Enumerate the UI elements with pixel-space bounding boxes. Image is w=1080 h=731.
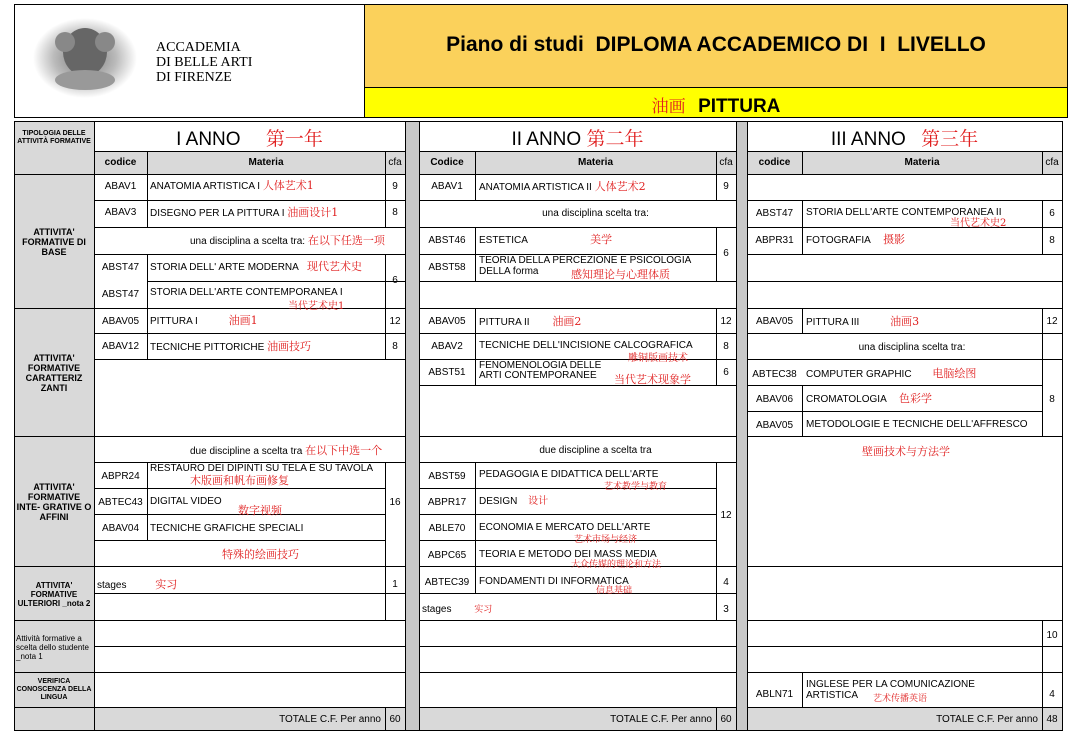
- choice-text: una disciplina a scelta tra:: [190, 236, 306, 247]
- cat-ulteriori: ATTIVITA' FORMATIVE ULTERIORI _nota 2: [17, 580, 91, 608]
- y3-code: ABLN71: [755, 689, 794, 700]
- cfa-header-1: cfa: [388, 157, 402, 168]
- grid-line: [747, 385, 1042, 386]
- grid-line: [94, 174, 405, 175]
- y2-code: ABAV05: [428, 316, 466, 327]
- codice-header-3: codice: [758, 157, 791, 168]
- grid-line: [14, 707, 94, 708]
- grid-line: [747, 359, 1062, 360]
- cat-verifica: VERIFICA CONOSCENZA DELLA LINGUA: [16, 678, 92, 701]
- y2-code: ABST46: [428, 235, 466, 246]
- y2-code: ABST51: [428, 367, 466, 378]
- y1-cfa: 8: [392, 341, 398, 352]
- grid-line: [14, 672, 94, 673]
- course-cn: 油画设计1: [287, 206, 339, 219]
- y2-course: FONDAMENTI DI INFORMATICA: [479, 576, 629, 587]
- y1-choice: [190, 235, 385, 248]
- y2-code: ABST59: [428, 471, 466, 482]
- course-name: FOTOGRAFIA: [806, 235, 871, 246]
- grid-line: [147, 462, 148, 540]
- y1-code: ABAV12: [101, 341, 140, 352]
- y2-course: [479, 181, 646, 194]
- y2-course: TECNICHE DELL'INCISIONE CALCOGRAFICA: [479, 340, 693, 351]
- y1-totale: TOTALE C.F. Per anno: [279, 714, 381, 725]
- subtitle-pittura: PITTURA: [698, 96, 781, 117]
- grid-line: [419, 227, 736, 228]
- y2-course: [479, 316, 581, 329]
- subtitle-cn: 油画: [651, 97, 686, 117]
- y1-course: [150, 180, 314, 193]
- y2-course-cn: 大众传媒的理论和方法: [571, 560, 662, 570]
- y1-code: ABAV04: [101, 523, 140, 534]
- y3-code: ABAV05: [755, 316, 794, 327]
- codice-header-1: codice: [104, 157, 137, 168]
- course-name: CROMATOLOGIA: [806, 394, 887, 405]
- y3-code: ABAV05: [755, 420, 794, 431]
- year2-title: [419, 124, 736, 151]
- grid-line: [419, 540, 716, 541]
- y2-cfa: 3: [723, 604, 729, 615]
- year1-cn: 第一年: [265, 128, 323, 150]
- grid-line: [419, 462, 736, 463]
- grid-line: [419, 174, 736, 175]
- course-cn: 实习: [474, 605, 493, 615]
- y1-code: ABAV3: [104, 207, 137, 218]
- grid-line: [94, 359, 405, 360]
- grid-line: [94, 436, 405, 437]
- grid-line: [747, 620, 1062, 621]
- year1-title: [94, 124, 405, 151]
- y3-course-cn: 艺术传播英语: [873, 694, 928, 704]
- cfa-header-2: cfa: [719, 157, 733, 168]
- y3-cfa: 10: [1046, 630, 1058, 641]
- grid-line: [475, 227, 476, 281]
- grid-line: [419, 646, 736, 647]
- y2-cfa: 12: [720, 316, 732, 327]
- y2-code: ABAV1: [431, 181, 463, 192]
- grid-line: [94, 620, 405, 621]
- course-name: PITTURA III: [806, 317, 860, 328]
- y1-code: ABPR24: [101, 471, 140, 482]
- page-title: Piano di studi DIPLOMA ACCADEMICO DI I LIVELLO: [446, 33, 986, 56]
- y1-cfa: 9: [392, 181, 398, 192]
- course-name: DISEGNO PER LA PITTURA I: [150, 208, 285, 219]
- course-cn: 人体艺术2: [594, 180, 646, 193]
- grid-line: [747, 281, 1062, 282]
- academy-line: ACCADEMIA: [156, 40, 241, 55]
- y2-course: [479, 234, 612, 247]
- grid-line: [802, 385, 803, 436]
- y2-course-cn: 雕铜版画技术: [628, 353, 688, 364]
- y1-course: [150, 341, 311, 354]
- y2-code: ABLE70: [428, 523, 466, 534]
- y2-cfa: 6: [723, 248, 729, 259]
- grid-line: [94, 488, 385, 489]
- grid-line: [747, 707, 1062, 708]
- course-cn: 油画1: [228, 314, 258, 327]
- y3-code: ABPR31: [755, 235, 794, 246]
- y3-course-cn: 壁画技术与方法学: [862, 445, 950, 458]
- academy-logo: [30, 12, 140, 100]
- course-name: PITTURA II: [479, 317, 530, 328]
- grid-line: [14, 308, 94, 309]
- y1-cfa: 16: [389, 497, 401, 508]
- grid-line: [747, 308, 1062, 309]
- grid-line: [147, 174, 148, 200]
- grid-line: [94, 151, 405, 152]
- y3-cfa: 8: [1049, 394, 1055, 405]
- course-name: PITTURA I: [150, 316, 198, 327]
- year3-label: III ANNO: [830, 129, 906, 150]
- y3-cfa: 6: [1049, 208, 1055, 219]
- y3-course: STORIA DELL'ARTE CONTEMPORANEA II: [806, 207, 1002, 218]
- grid-line: [147, 281, 405, 282]
- grid-line: [747, 333, 1062, 334]
- y1-course: [150, 463, 380, 488]
- y3-choice: una disciplina scelta tra:: [858, 342, 966, 353]
- grid-line: [747, 436, 1062, 437]
- y1-code: ABST47: [101, 289, 140, 300]
- grid-line: [802, 200, 803, 254]
- grid-line: [94, 593, 405, 594]
- y2-course-cn: 艺术市场与经济: [574, 535, 638, 545]
- grid-line: [747, 227, 1062, 228]
- course-cn: 摄影: [883, 233, 906, 246]
- grid-line: [94, 227, 405, 228]
- y1-course-cn: 当代艺术史1: [288, 301, 345, 312]
- y1-code: ABAV1: [104, 181, 137, 192]
- course-name: TECNICHE PITTORICHE: [150, 342, 265, 353]
- grid-line: [94, 308, 405, 309]
- materia-header-2: Materia: [577, 157, 613, 168]
- y2-cfa: 4: [723, 577, 729, 588]
- course-name: COMPUTER GRAPHIC: [806, 369, 912, 380]
- grid-line: [147, 200, 148, 227]
- y1-course: STORIA DELL'ARTE CONTEMPORANEA I: [150, 287, 343, 298]
- course-cn: 实习: [155, 578, 178, 591]
- course-cn: 油画3: [890, 315, 920, 328]
- grid-line: [94, 200, 405, 201]
- grid-line: [94, 566, 405, 567]
- course-name: STORIA DELL' ARTE MODERNA: [150, 262, 299, 273]
- cat-scelta: Attività formative a scelta dello studente _nota 1: [16, 633, 89, 661]
- course-cn: 人体艺术1: [262, 179, 314, 192]
- y3-course: INGLESE PER LA COMUNICAZIONE ARTISTICA: [806, 679, 975, 701]
- grid-line: [747, 672, 1062, 673]
- grid-line: [475, 174, 476, 200]
- course-cn: 设计: [528, 496, 549, 507]
- y2-cfa: 6: [723, 367, 729, 378]
- y3-course: [806, 234, 905, 247]
- year3-cn: 第三年: [921, 128, 979, 150]
- grid-line: [14, 174, 94, 175]
- grid-line: [747, 254, 1062, 255]
- y1-cfa: 12: [389, 316, 401, 327]
- grid-line: [747, 174, 1062, 175]
- y3-course: METODOLOGIE E TECNICHE DELL'AFFRESCO: [806, 419, 1028, 430]
- y3-code: ABST47: [755, 208, 794, 219]
- y2-totale: TOTALE C.F. Per anno: [610, 714, 712, 725]
- grid-line: [475, 566, 476, 593]
- y1-cfa: 8: [392, 207, 398, 218]
- grid-line: [802, 308, 803, 333]
- y1-code: ABTEC43: [98, 497, 143, 508]
- y2-code: ABPR17: [427, 497, 467, 508]
- course-cn: 现代艺术史: [307, 260, 363, 273]
- grid-line: [736, 121, 737, 731]
- y1-integr-choice: [190, 445, 382, 458]
- y3-code: ABTEC38: [752, 369, 797, 380]
- y3-cfa: 8: [1049, 235, 1055, 246]
- y2-code: ABPC65: [427, 550, 467, 561]
- grid-line: [747, 411, 1042, 412]
- choice-text: due discipline a scelta tra: [190, 446, 303, 457]
- y3-code: ABAV06: [755, 394, 794, 405]
- tipologia-header: TIPOLOGIA DELLE ATTIVITÀ FORMATIVE: [17, 130, 91, 145]
- grid-line: [14, 121, 15, 731]
- grid-line: [475, 308, 476, 385]
- y1-code: ABST47: [101, 262, 140, 273]
- grid-line: [802, 672, 803, 707]
- grid-line: [94, 333, 405, 334]
- year2-cn: 第二年: [586, 128, 644, 150]
- y2-course: TEORIA DELLA PERCEZIONE E PSICOLOGIA DELLA forma: [479, 255, 691, 277]
- grid-line: [94, 540, 385, 541]
- y3-course: [806, 368, 976, 381]
- y3-cfa: 4: [1049, 689, 1055, 700]
- y2-course: PEDAGOGIA E DIDATTICA DELL'ARTE: [479, 469, 659, 480]
- cat-caratterizzanti: ATTIVITA' FORMATIVE CARATTERIZ ZANTI: [25, 353, 83, 393]
- grid-line: [419, 707, 736, 708]
- grid-line: [14, 566, 94, 567]
- y3-totale-value: 48: [1046, 714, 1058, 725]
- y2-cfa: 8: [723, 341, 729, 352]
- grid-line: [419, 200, 736, 201]
- y2-course-cn: 艺术教学与教育: [604, 482, 668, 492]
- y2-course: ECONOMIA E MERCATO DELL'ARTE: [479, 522, 651, 533]
- y2-course: [479, 496, 548, 508]
- codice-header-2: Codice: [430, 157, 464, 168]
- y2-code: ABTEC39: [424, 577, 470, 588]
- grid-line: [385, 462, 386, 566]
- grid-line: [419, 121, 420, 731]
- year3-title: [747, 124, 1062, 151]
- course-cn: 色彩学: [898, 392, 932, 405]
- y1-cfa: 6: [392, 275, 398, 286]
- academy-name: [156, 40, 252, 85]
- y2-choice: una disciplina scelta tra:: [542, 208, 649, 219]
- grid-line: [1062, 121, 1063, 731]
- grid-line: [1042, 620, 1043, 672]
- course-name: stages: [97, 580, 127, 591]
- y1-course: [150, 261, 362, 274]
- grid-line: [419, 436, 736, 437]
- academy-line: DI FIRENZE: [156, 70, 232, 85]
- grid-line: [419, 151, 736, 152]
- year1-label: I ANNO: [176, 129, 241, 150]
- y2-cfa: 12: [720, 510, 732, 521]
- course-cn: 木版画和帆布画修复: [190, 474, 289, 487]
- y2-stages: [422, 604, 492, 616]
- course-cn: 油画技巧: [267, 340, 312, 353]
- materia-header-3: Materia: [904, 157, 940, 168]
- y2-course-cn: 当代艺术现象学: [614, 373, 691, 386]
- grid-line: [94, 254, 405, 255]
- y1-stages: [97, 579, 177, 592]
- cat-integrative: ATTIVITA' FORMATIVE INTE- GRATIVE O AFFINI: [16, 482, 92, 522]
- cat-base: ATTIVITA' FORMATIVE DI BASE: [22, 227, 86, 257]
- grid-line: [385, 566, 386, 620]
- course-cn: 油画2: [552, 315, 582, 328]
- grid-line: [94, 672, 405, 673]
- course-name: RESTAURO DEI DIPINTI SU TELA E SU TAVOLA: [150, 463, 373, 474]
- y1-code: ABAV05: [101, 316, 140, 327]
- grid-line: [419, 514, 716, 515]
- grid-line: [147, 308, 148, 359]
- materia-header-1: Materia: [248, 157, 284, 168]
- grid-line: [94, 707, 405, 708]
- course-name: DESIGN: [479, 496, 518, 507]
- y1-course: TECNICHE GRAFICHE SPECIALI: [150, 523, 304, 534]
- y1-course-cn: 数字视频: [238, 504, 282, 517]
- choice-cn: 在以下中选一个: [305, 444, 383, 457]
- y2-course-cn: 信息基础: [596, 586, 633, 596]
- year2-label: II ANNO: [511, 129, 582, 150]
- choice-cn: 在以下任选一项: [307, 234, 385, 247]
- course-cn: 电脑绘图: [932, 367, 977, 380]
- y2-course: TEORIA E METODO DEI MASS MEDIA: [479, 549, 657, 560]
- y1-course: [150, 207, 338, 220]
- separator-1: [405, 121, 419, 731]
- y2-totale-value: 60: [720, 714, 732, 725]
- grid-line: [747, 151, 1062, 152]
- y1-cfa: 1: [392, 579, 398, 590]
- grid-line: [419, 593, 736, 594]
- y2-cfa: 9: [723, 181, 729, 192]
- academy-line: DI BELLE ARTI: [156, 55, 253, 70]
- y3-course-cn: 当代艺术史2: [950, 218, 1007, 229]
- grid-line: [419, 308, 736, 309]
- y2-code: ABST58: [428, 262, 466, 273]
- subtitle: [364, 92, 1068, 118]
- grid-line: [14, 121, 1063, 122]
- grid-line: [747, 566, 1062, 567]
- y1-course-cn: 特殊的绘画技巧: [222, 548, 299, 561]
- y2-course-cn: 感知理论与心理体质: [571, 268, 670, 281]
- y2-code: ABAV2: [431, 341, 463, 352]
- grid-line: [747, 200, 1062, 201]
- y1-totale-value: 60: [389, 714, 401, 725]
- separator-2: [736, 121, 747, 731]
- grid-line: [14, 436, 94, 437]
- y2-course: FENOMENOLOGIA DELLE ARTI CONTEMPORANEE: [479, 360, 602, 381]
- y2-integr-choice: due discipline a scelta tra: [539, 445, 652, 456]
- grid-line: [94, 646, 405, 647]
- y1-course: [150, 315, 258, 328]
- grid-line: [419, 620, 736, 621]
- y3-course: [806, 316, 919, 329]
- grid-line: [14, 620, 94, 621]
- grid-line: [419, 333, 736, 334]
- grid-line: [405, 121, 406, 731]
- y3-totale: TOTALE C.F. Per anno: [936, 714, 1038, 725]
- grid-line: [747, 646, 1062, 647]
- grid-line: [419, 488, 716, 489]
- course-name: ANATOMIA ARTISTICA I: [150, 181, 261, 192]
- course-name: ESTETICA: [479, 235, 528, 246]
- cfa-header-3: cfa: [1045, 157, 1059, 168]
- grid-line: [419, 672, 736, 673]
- grid-line: [475, 462, 476, 566]
- grid-line: [147, 254, 148, 308]
- y1-course: DIGITAL VIDEO: [150, 496, 222, 507]
- y3-course: [806, 393, 932, 406]
- y3-cfa: 12: [1046, 316, 1058, 327]
- course-cn: 美学: [590, 233, 613, 246]
- course-name: ANATOMIA ARTISTICA II: [479, 182, 592, 193]
- course-name: stages: [422, 604, 452, 615]
